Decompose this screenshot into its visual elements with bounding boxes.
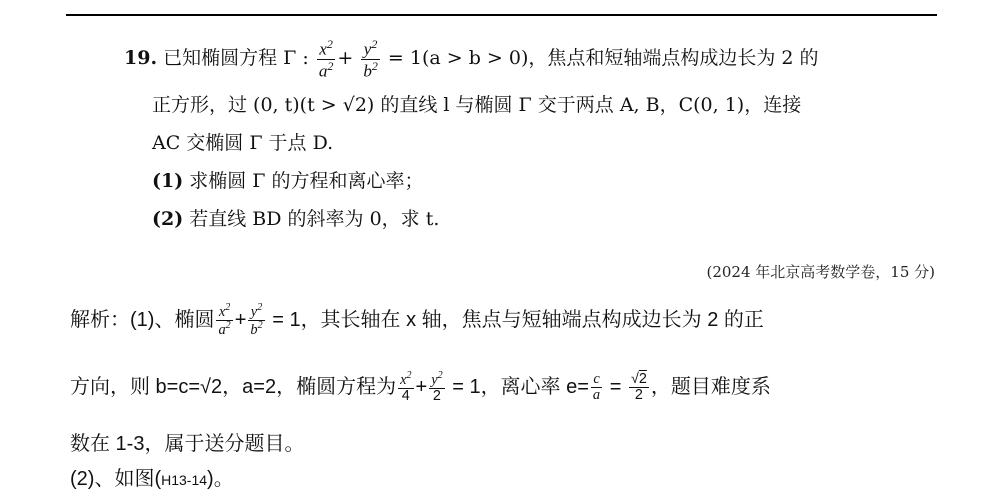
source-citation: (2024 年北京高考数学卷，15 分) [706,263,935,281]
question-1-text: 求椭圆 Γ 的方程和离心率； [189,170,424,192]
question-2-text: 若直线 BD 的斜率为 0，求 t. [189,208,440,230]
fraction-x2-4: $\frac{x^2}{4}$ [400,370,412,405]
figure-ref: H13-14 [161,472,208,488]
solution-line-4 [70,462,234,491]
fraction-y2-b2-solution: $\frac{y^2}{b^2}$ [250,302,263,339]
solution-line-1: 解析：(1)、椭圆 $\frac{x^2}{a^2}$ + $\frac{y^2}{b^2}$ = 1，其长轴在 x 轴，焦点与短轴端点构成边长为 2 的正 [70,302,764,339]
question-2-label: (2) [152,208,184,230]
solution-line4-suffix: )。 [207,468,234,490]
top-rule [66,14,937,16]
problem-line1-prefix: 已知椭圆方程 Γ : [163,47,309,70]
solution-line1-prefix: 解析：(1)、椭圆 [70,309,215,331]
solution-line2-d: ，题目难度系 [650,376,771,398]
fraction-c-a: $\frac{c}{a}$ [592,371,601,404]
problem-line1-suffix: ，焦点和短轴端点构成边长为 2 的 [528,47,819,70]
solution-line-3: 数在 1-3，属于送分题目。 [70,433,305,455]
solution-line4-prefix: (2)、如图( [70,468,162,490]
fraction-x2-a2-solution: $\frac{x^2}{a^2}$ [218,302,231,339]
problem-number: 19. [124,47,158,70]
solution-line1-suffix: = 1，其长轴在 x 轴，焦点与短轴端点构成边长为 2 的正 [272,309,764,331]
solution-line2-b: = 1，离心率 e= [452,376,589,398]
solution-line2-a: 方向，则 b=c=√2，a=2，椭圆方程为 [70,376,397,398]
fraction-x2-a2: $\frac{x^2}{a^2}$ [318,37,334,81]
question-1 [152,164,424,198]
fraction-y2-b2: $\frac{y^2}{b^2}$ [363,37,378,81]
solution-line2-c: = [609,376,622,398]
problem-line-2: 正方形，过 (0, t)(t > √2) 的直线 l 与椭圆 Γ 交于两点 A, B，C(0, 1)，连接 [152,94,802,116]
problem-line-1: 19. 已知椭圆方程 Γ : $\frac{x^2}{a^2}$ + $\frac{y^2}{b^2}$ = 1(a > b > 0)，焦点和短轴端点构成边长为 2 的 [124,37,819,81]
question-1-label: (1) [152,170,184,192]
question-2 [152,202,439,236]
solution-line-2: 方向，则 b=c=√2，a=2，椭圆方程为 $\frac{x^2}{4}$ + $\frac{y^2}{2}$ = 1，离心率 e= $\frac{c}{a}$ = $\frac{√2}{2}$ ，题目难度系 [70,370,771,405]
fraction-y2-2: $\frac{y^2}{2}$ [431,370,443,405]
fraction-sqrt2-2: $\frac{√2}{2}$ [630,371,647,404]
problem-line-3: AC 交椭圆 Γ 于点 D. [152,132,334,154]
problem-line1-eq: = 1(a > b > 0) [387,47,529,70]
